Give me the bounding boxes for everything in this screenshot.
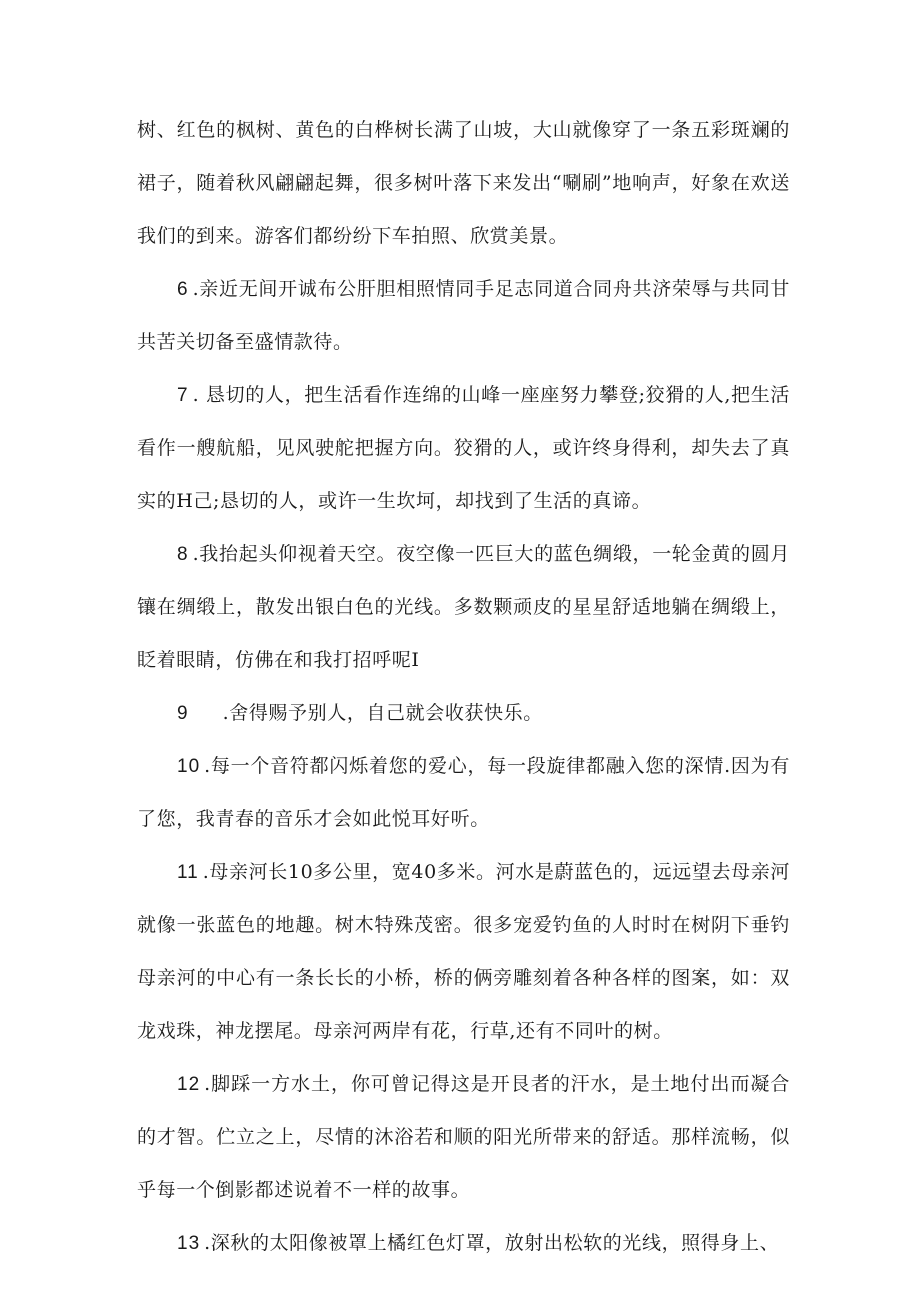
paragraph-text: . 恳切的人，把生活看作连绵的山峰一座座努力攀登;狡猾的人,把生活看作一艘航船，见风驶舵把握方向。狡猾的人，或许终身得利，却失去了真实的H己;恳切的人，或许一生坎坷，却找到了生活的真谛。 bbox=[137, 384, 790, 512]
paragraph-text: .脚踩一方水土，你可曾记得这是开艮者的汗水，是土地付出而凝合的才智。伫立之上，尽情的沐浴若和顺的阳光所带来的舒适。那样流畅，似乎每一个倒影都述说着不一样的故事。 bbox=[137, 1073, 790, 1201]
paragraph-12 bbox=[137, 1058, 790, 1217]
paragraph-7 bbox=[137, 369, 790, 528]
paragraph-6 bbox=[137, 263, 790, 369]
paragraph-number: 11 bbox=[177, 862, 199, 883]
paragraph-8 bbox=[137, 528, 790, 687]
paragraph-text: .深秋的太阳像被罩上橘红色灯罩，放射出松软的光线，照得身上、 bbox=[204, 1232, 780, 1254]
paragraph-number: 10 bbox=[177, 756, 201, 777]
paragraph-text: .舍得赐予别人，自己就会收获快乐。 bbox=[222, 702, 543, 724]
paragraph-text: .母亲河长10多公里，宽40多米。河水是蔚蓝色的，远远望去母亲河就像一张蓝色的地趣。树木特殊茂密。很多宠爱钓鱼的人时时在树阴下垂钓母亲河的中心有一条长长的小桥，桥的俩旁雕刻着各种各样的图案，如：双龙戏珠，神龙摆尾。母亲河两岸有花，行草,还有不同叶的树。 bbox=[137, 861, 790, 1042]
paragraph-text: .亲近无间开诚布公肝胆相照情同手足志同道合同舟共济荣辱与共同甘共苦关切备至盛情款待。 bbox=[137, 278, 790, 353]
paragraph-number: 7 bbox=[177, 385, 189, 406]
paragraph-13 bbox=[137, 1217, 790, 1270]
paragraph-11 bbox=[137, 846, 790, 1058]
paragraph-number: 13 bbox=[177, 1233, 201, 1254]
paragraph-text: .每一个音符都闪烁着您的爱心，每一段旋律都融入您的深情.因为有了您，我青春的音乐才会如此悦耳好听。 bbox=[137, 755, 790, 830]
paragraph-number: 12 bbox=[177, 1074, 201, 1095]
paragraph-text: .我抬起头仰视着天空。夜空像一匹巨大的蓝色绸缎，一轮金黄的圆月镶在绸缎上，散发出银白色的光线。多数颗顽皮的星星舒适地躺在绸缎上，眨着眼睛，仿佛在和我打招呼呢I bbox=[137, 543, 790, 671]
paragraph-10 bbox=[137, 740, 790, 846]
paragraph-continuation bbox=[137, 104, 790, 263]
paragraph-text: 树、红色的枫树、黄色的白桦树长满了山坡，大山就像穿了一条五彩斑斓的裙子，随着秋风翩翩起舞，很多树叶落下来发出“唰刷”地响声，好象在欢送我们的到来。游客们都纷纷下车拍照、欣赏美景。 bbox=[137, 119, 790, 247]
paragraph-number: 8 bbox=[177, 544, 189, 565]
paragraph-number: 9 bbox=[177, 703, 189, 724]
paragraph-number: 6 bbox=[177, 279, 189, 300]
paragraph-9 bbox=[137, 687, 790, 740]
